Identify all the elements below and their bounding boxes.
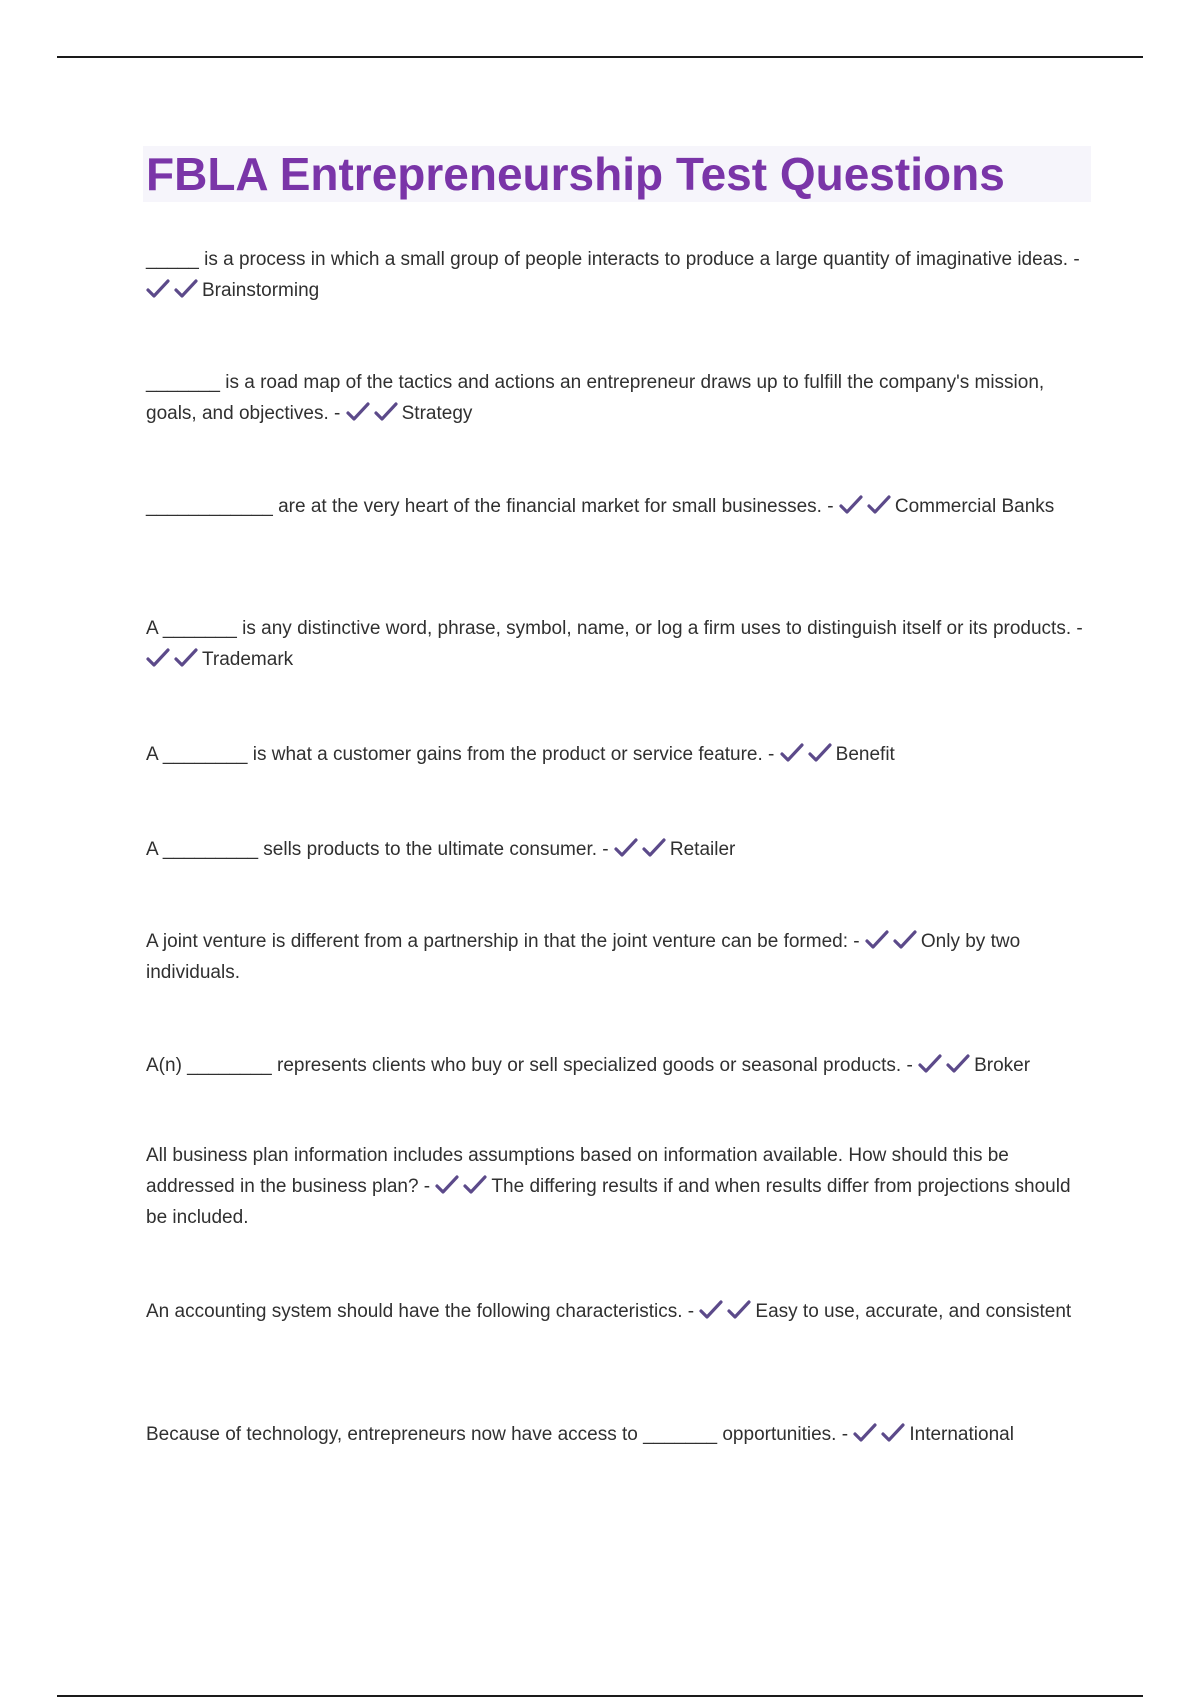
- answer-separator: -: [418, 1176, 436, 1197]
- question-text: An accounting system should have the following characteristics.: [146, 1301, 683, 1322]
- qa-item: [146, 1050, 1086, 1081]
- check-icon: [867, 495, 891, 515]
- check-icon: [642, 838, 666, 858]
- check-icon: [463, 1175, 487, 1195]
- qa-item: [146, 1140, 1086, 1233]
- qa-item: [146, 613, 1086, 675]
- question-text: A joint venture is different from a partnership in that the joint venture can be formed:: [146, 931, 848, 952]
- check-icon: [699, 1300, 723, 1320]
- question-text: A(n) ________ represents clients who buy or sell specialized goods or seasonal products.: [146, 1055, 902, 1076]
- answer-text: Trademark: [202, 649, 294, 670]
- check-icon: [839, 495, 863, 515]
- answer-text: Benefit: [835, 744, 895, 765]
- question-text: _______ is a road map of the tactics and actions an entrepreneur draws up to fulfill the company's mission, goals, and objectives.: [146, 372, 1045, 424]
- question-text: A ________ is what a customer gains from the product or service feature.: [146, 744, 763, 765]
- answer-separator: -: [597, 839, 614, 860]
- qa-item: [146, 834, 1086, 865]
- question-text: A _______ is any distinctive word, phrase, symbol, name, or log a firm uses to distinguish itself or its products.: [146, 618, 1072, 639]
- check-icon: [614, 838, 638, 858]
- page-title: FBLA Entrepreneurship Test Questions: [146, 148, 1005, 200]
- check-icon: [946, 1054, 970, 1074]
- check-icon: [346, 402, 370, 422]
- check-icon: [727, 1300, 751, 1320]
- answer-separator: -: [682, 1301, 700, 1322]
- answer-text: Retailer: [669, 839, 736, 860]
- answer-separator: -: [848, 931, 865, 952]
- qa-item: [146, 926, 1086, 988]
- check-icon: [865, 930, 889, 950]
- answer-separator: -: [901, 1055, 919, 1076]
- check-icon: [146, 279, 170, 299]
- answer-separator: -: [328, 403, 346, 424]
- answer-separator: -: [1068, 249, 1080, 270]
- qa-item: [146, 739, 1086, 770]
- answer-text: Commercial Banks: [894, 496, 1055, 517]
- check-icon: [893, 930, 917, 950]
- check-icon: [918, 1054, 942, 1074]
- check-icon: [853, 1423, 877, 1443]
- check-icon: [881, 1423, 905, 1443]
- answer-separator: -: [836, 1424, 854, 1445]
- header-rule: [57, 56, 1143, 58]
- qa-item: [146, 491, 1086, 522]
- answer-text: Brainstorming: [202, 280, 320, 301]
- question-text: Because of technology, entrepreneurs now have access to _______ opportunities.: [146, 1424, 837, 1445]
- check-icon: [435, 1175, 459, 1195]
- answer-text: The differing results if and when results differ from projections should be included.: [146, 1176, 1071, 1228]
- question-text: ____________ are at the very heart of the financial market for small businesses.: [146, 496, 822, 517]
- qa-item: [146, 244, 1086, 306]
- answer-separator: -: [821, 496, 839, 517]
- check-icon: [174, 648, 198, 668]
- answer-separator: -: [1071, 618, 1083, 639]
- answer-text: Only by two individuals.: [146, 931, 1021, 983]
- answer-text: Broker: [974, 1055, 1031, 1076]
- qa-item: [146, 1296, 1086, 1327]
- answer-text: Strategy: [401, 403, 473, 424]
- check-icon: [146, 648, 170, 668]
- check-icon: [174, 279, 198, 299]
- question-text: _____ is a process in which a small group of people interacts to produce a large quantity of imaginative ideas.: [146, 249, 1069, 270]
- answer-text: Easy to use, accurate, and consistent: [755, 1301, 1072, 1322]
- check-icon: [780, 743, 804, 763]
- question-text: A _________ sells products to the ultimate consumer.: [146, 839, 597, 860]
- question-text: All business plan information includes assumptions based on information available. How should this be addressed in the business plan?: [146, 1145, 1009, 1197]
- qa-item: [146, 1419, 1086, 1450]
- footer-rule: [57, 1695, 1143, 1697]
- check-icon: [808, 743, 832, 763]
- answer-text: International: [909, 1424, 1014, 1445]
- answer-separator: -: [762, 744, 780, 765]
- qa-item: [146, 367, 1086, 429]
- check-icon: [374, 402, 398, 422]
